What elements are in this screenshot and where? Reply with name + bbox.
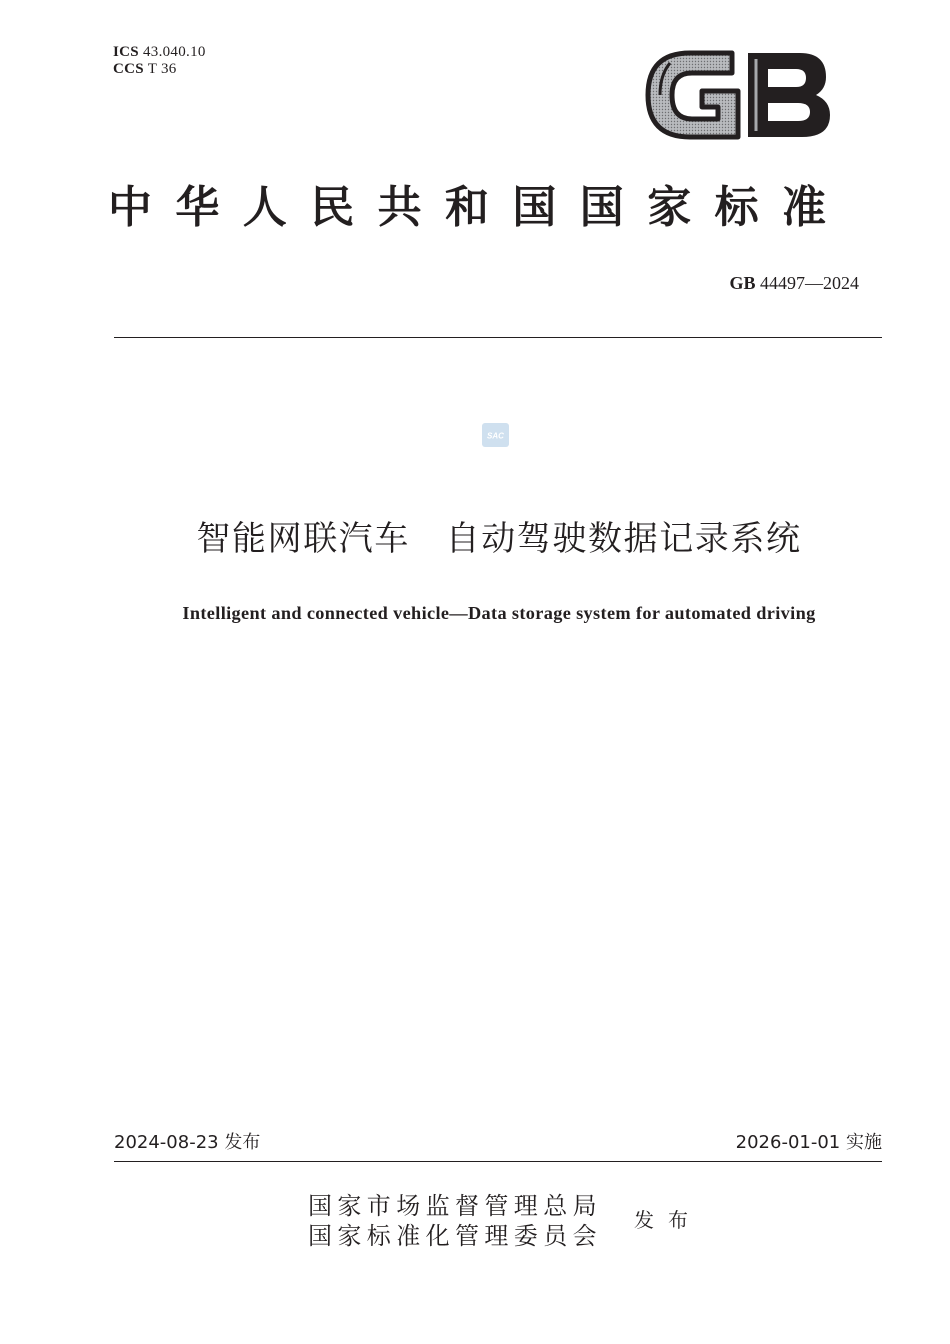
ccs-value: T 36 [147,61,177,77]
ics-value: 43.040.10 [142,44,206,60]
implementation-date: 2026-01-01 实施 [735,1132,882,1153]
footer-divider [114,1161,882,1162]
standard-number-value: 44497—2024 [760,273,859,293]
ics-label: ICS [113,44,139,60]
ccs-label: CCS [113,61,144,77]
document-title-english: Intelligent and connected vehicle—Data storage system for automated driving [182,603,816,623]
sac-watermark-graphic [482,423,509,447]
gb-logo-graphic [640,45,834,145]
standard-number [729,272,859,294]
issue-action: 发布 [634,1208,702,1232]
issuer-sac: 国家标准化管理委员会 [308,1222,602,1250]
ccs-code [113,61,177,78]
standard-category-title: 中华人民共和国国家标准 [108,182,850,233]
svg-text:SAC: SAC [487,431,504,441]
sac-watermark [482,423,509,447]
header-divider [114,337,882,338]
issuer-samr: 国家市场监督管理总局 [308,1192,602,1220]
document-title-chinese: 智能网联汽车 自动驾驶数据记录系统 [196,519,802,559]
standard-number-prefix: GB [729,273,756,293]
issue-date: 2024-08-23 发布 [114,1132,261,1153]
gb-logo [640,45,834,145]
ics-code [113,44,206,61]
